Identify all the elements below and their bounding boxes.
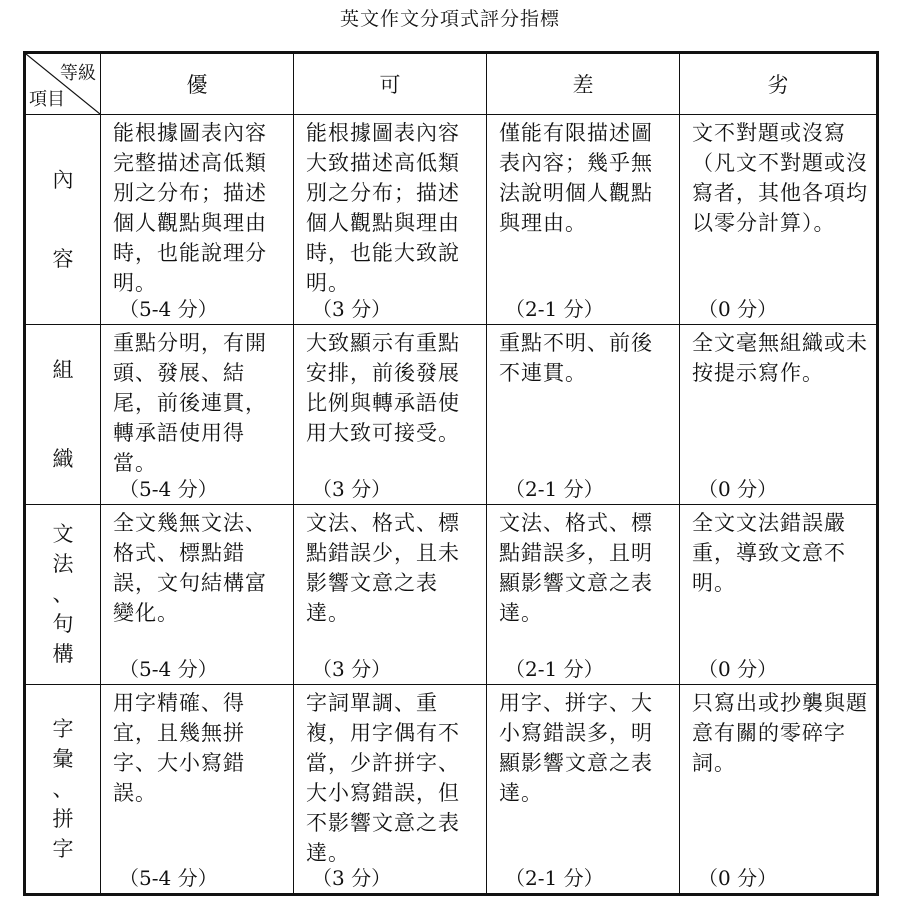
rubric-cell: [294, 685, 487, 895]
cell-description: 重點分明，有開頭、發展、結尾，前後連貫，轉承語使用得當。: [113, 331, 267, 475]
cell-description: 字詞單調、重複，用字偶有不當，少許拼字、大小寫錯誤，但不影響文意之表達。: [306, 691, 460, 865]
rubric-cell: [101, 685, 294, 895]
cell-score: （2-1 分）: [505, 866, 604, 890]
rubric-cell: [487, 115, 680, 325]
rubric-cell: [294, 115, 487, 325]
rubric-row-content: [25, 115, 878, 325]
cell-score: （3 分）: [312, 477, 392, 501]
cell-description: 僅能有限描述圖表內容；幾乎無法說明個人觀點與理由。: [499, 121, 653, 235]
cell-description: 用字精確、得宜，且幾無拼字、大小寫錯誤。: [113, 691, 245, 805]
cell-score: （5-4 分）: [119, 866, 218, 890]
item-label-organization: 組 織: [25, 325, 101, 505]
rubric-cell: [487, 325, 680, 505]
cell-description: 全文幾無文法、格式、標點錯誤，文句結構富變化。: [113, 511, 267, 625]
cell-score: （0 分）: [698, 657, 778, 681]
cell-description: 文法、格式、標點錯誤多，且明顯影響文意之表達。: [499, 511, 653, 625]
cell-score: （2-1 分）: [505, 297, 604, 321]
cell-description: 大致顯示有重點安排，前後發展比例與轉承語使用大致可接受。: [306, 331, 460, 445]
item-label-grammar: 文 法 、 句 構: [25, 505, 101, 685]
rubric-row-organization: [25, 325, 878, 505]
rubric-cell: [680, 685, 878, 895]
item-label-content: 內 容: [25, 115, 101, 325]
cell-score: （3 分）: [312, 657, 392, 681]
rubric-cell: [101, 115, 294, 325]
cell-description: 只寫出或抄襲與題意有關的零碎字詞。: [692, 691, 868, 775]
cell-description: 文不對題或沒寫（凡文不對題或沒寫者，其他各項均以零分計算）。: [692, 121, 868, 235]
corner-header-cell: [25, 53, 101, 115]
rubric-cell: [487, 685, 680, 895]
rubric-cell: [487, 505, 680, 685]
grade-header-poor: 差: [487, 53, 680, 115]
cell-score: （0 分）: [698, 866, 778, 890]
page-title: 英文作文分項式評分指標: [339, 8, 560, 30]
grade-header-fair: 可: [294, 53, 487, 115]
grade-header-row: [25, 53, 878, 115]
item-label-vocabulary: 字 彙 、 拼 字: [25, 685, 101, 895]
grade-header-bad: 劣: [680, 53, 878, 115]
rubric-cell: [680, 325, 878, 505]
cell-score: （3 分）: [312, 866, 392, 890]
cell-description: 能根據圖表內容完整描述高低類別之分布；描述個人觀點與理由時，也能說理分明。: [113, 121, 267, 295]
rubric-row-vocabulary: [25, 685, 878, 895]
corner-label-item: 項目: [29, 89, 65, 110]
corner-label-grade: 等級: [60, 63, 96, 84]
rubric-cell: [680, 505, 878, 685]
cell-score: （5-4 分）: [119, 477, 218, 501]
cell-description: 重點不明、前後不連貫。: [499, 331, 653, 385]
cell-score: （2-1 分）: [505, 477, 604, 501]
rubric-cell: [101, 505, 294, 685]
cell-description: 用字、拼字、大小寫錯誤多，明顯影響文意之表達。: [499, 691, 653, 805]
cell-score: （0 分）: [698, 477, 778, 501]
cell-description: 全文毫無組織或未按提示寫作。: [692, 331, 868, 385]
rubric-cell: [294, 505, 487, 685]
cell-score: （5-4 分）: [119, 297, 218, 321]
cell-score: （2-1 分）: [505, 657, 604, 681]
rubric-cell: [680, 115, 878, 325]
cell-score: （5-4 分）: [119, 657, 218, 681]
cell-score: （0 分）: [698, 297, 778, 321]
cell-description: 能根據圖表內容大致描述高低類別之分布；描述個人觀點與理由時，也能大致說明。: [306, 121, 460, 295]
cell-description: 全文文法錯誤嚴重，導致文意不明。: [692, 511, 846, 595]
rubric-table: [23, 51, 879, 896]
grade-header-excellent: 優: [101, 53, 294, 115]
rubric-cell: [101, 325, 294, 505]
rubric-cell: [294, 325, 487, 505]
cell-description: 文法、格式、標點錯誤少，且未影響文意之表達。: [306, 511, 460, 625]
cell-score: （3 分）: [312, 297, 392, 321]
rubric-row-grammar: [25, 505, 878, 685]
